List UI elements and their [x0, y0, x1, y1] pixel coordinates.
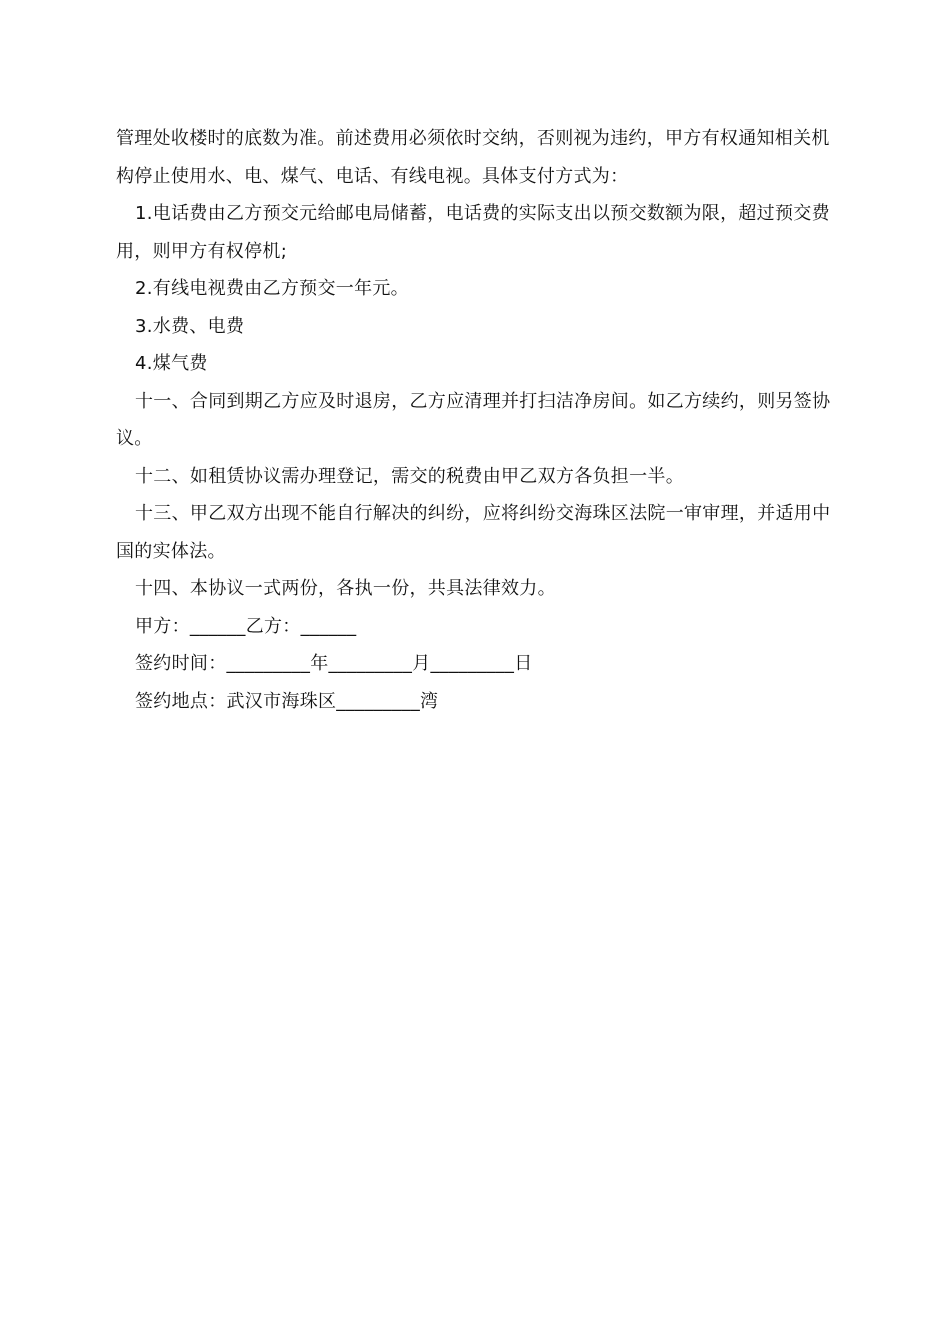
- paragraph-fees-payment: 管理处收楼时的底数为准。前述费用必须依时交纳，否则视为违约，甲方有权通知相关机构停止使用水、电、煤气、电话、有线电视。具体支付方式为：: [116, 128, 830, 187]
- paragraph-cable-tv-fee: 2.有线电视费由乙方预交一年元。: [135, 278, 409, 299]
- document-body: [116, 120, 836, 720]
- paragraph-phone-fee: 1.电话费由乙方预交元给邮电局储蓄，电话费的实际支出以预交数额为限，超过预交费用，则甲方有权停机;: [116, 203, 830, 262]
- paragraph-gas-fee: 4.煤气费: [135, 353, 208, 374]
- signature-date: 签约时间：_________年_________月_________日: [135, 653, 533, 674]
- paragraph-water-electricity-fee: 3.水费、电费: [135, 315, 245, 337]
- clause-12: 十二、如租赁协议需办理登记，需交的税费由甲乙双方各负担一半。: [135, 465, 684, 487]
- signature-place: 签约地点：武汉市海珠区_________湾: [135, 690, 439, 712]
- clause-11: 十一、合同到期乙方应及时退房，乙方应清理并打扫洁净房间。如乙方续约，则另签协议。: [116, 390, 831, 449]
- clause-14: 十四、本协议一式两份，各执一份，共具法律效力。: [135, 578, 556, 599]
- signature-parties: 甲方：______乙方：______: [135, 615, 357, 637]
- clause-13: 十三、甲乙双方出现不能自行解决的纠纷，应将纠纷交海珠区法院一审审理，并适用中国的实体法。: [116, 503, 831, 562]
